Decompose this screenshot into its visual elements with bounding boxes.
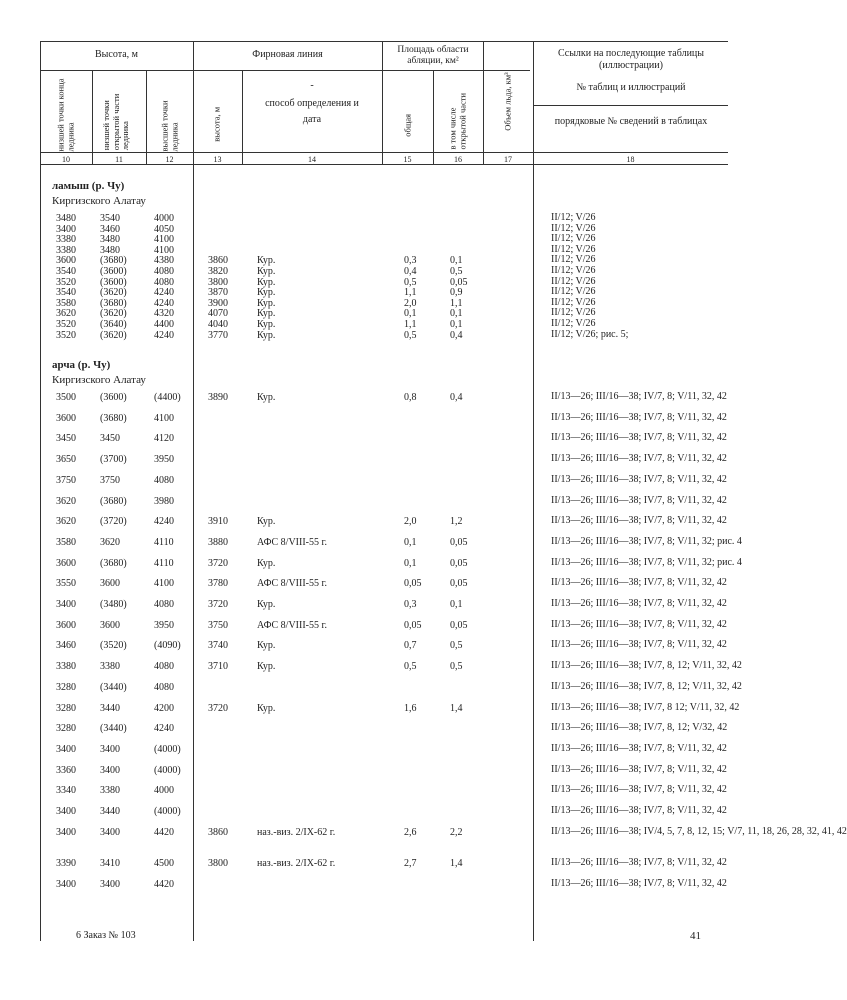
cell-firn-method: Кур. xyxy=(257,516,276,528)
col-number: 14 xyxy=(308,155,316,164)
cell-refs: II/13—26; III/16—38; IV/7, 8; V/11, 32, 42 xyxy=(551,639,727,651)
cell-low-end: 3600 xyxy=(56,557,76,569)
cell-area-open: 0,5 xyxy=(450,266,463,277)
cell-high: 4000 xyxy=(154,213,174,224)
table-top-rule xyxy=(40,41,728,42)
cell-low-open: (3700) xyxy=(100,454,127,466)
cell-area-total: 0,4 xyxy=(404,266,417,277)
cell-area-total: 0,8 xyxy=(404,392,417,403)
col-divider xyxy=(433,70,434,164)
cell-firn-method: наз.-виз. 2/IX-62 г. xyxy=(257,857,336,869)
cell-low-open: 3450 xyxy=(100,433,120,445)
cell-firn-method: Кур. xyxy=(257,661,276,673)
cell-high: 4080 xyxy=(154,599,174,610)
cell-area-open: 2,2 xyxy=(450,826,463,838)
cell-low-open: 3540 xyxy=(100,213,120,224)
cell-refs: II/13—26; III/16—38; IV/7, 8; V/11, 32, 42 xyxy=(551,577,727,589)
cell-low-open: (3440) xyxy=(100,681,127,693)
col11-header: низшей точки открытой части ледника xyxy=(100,93,130,151)
cell-refs: II/13—26; III/16—38; IV/4, 5, 7, 8, 12, 15; V/7, 11, 18, 26, 28, 32, 41, 42 xyxy=(551,825,847,837)
cell-area-total: 2,0 xyxy=(404,297,417,309)
cell-firn-height: 3720 xyxy=(208,702,228,714)
cell-refs: II/13—26; III/16—38; IV/7, 8; V/11, 32, 42 xyxy=(551,763,727,775)
cell-low-end: 3450 xyxy=(56,433,76,445)
cell-refs: II/13—26; III/16—38; IV/7, 8; V/11, 32; рис. 4 xyxy=(551,535,742,547)
cell-firn-method: Кур. xyxy=(257,319,276,330)
cell-low-end: 3520 xyxy=(56,319,76,330)
cell-low-open: 3750 xyxy=(100,474,120,486)
cell-firn-method: Кур. xyxy=(257,702,276,714)
cell-high: 4240 xyxy=(154,516,174,528)
cell-area-total: 2,6 xyxy=(404,826,417,838)
cell-high: 4000 xyxy=(154,785,174,797)
cell-firn-height: 3860 xyxy=(208,255,228,267)
cell-refs: II/13—26; III/16—38; IV/7, 8; V/11, 32, 42 xyxy=(551,453,727,465)
cell-low-open: (3620) xyxy=(100,287,127,299)
cell-low-end: 3390 xyxy=(56,857,76,869)
cell-low-end: 3520 xyxy=(56,329,76,341)
cell-area-open: 0,1 xyxy=(450,599,463,610)
cell-refs: II/12; V/26 xyxy=(551,212,596,223)
cell-low-open: 3620 xyxy=(100,536,120,548)
col-divider xyxy=(483,41,484,164)
cell-area-total: 0,1 xyxy=(404,308,417,320)
cell-area-total: 2,7 xyxy=(404,857,417,869)
cell-high: (4000) xyxy=(154,806,181,817)
cell-firn-height: 3710 xyxy=(208,661,228,673)
cell-area-open: 1,1 xyxy=(450,297,463,309)
cell-low-end: 3480 xyxy=(56,213,76,224)
cell-firn-height: 4070 xyxy=(208,308,228,320)
cell-firn-method: АФС 8/VIII-55 г. xyxy=(257,578,327,590)
cell-low-open: (3600) xyxy=(100,276,127,288)
firn-line-group-header: Фирновая линия xyxy=(252,49,323,60)
cell-area-total: 0,5 xyxy=(404,276,417,288)
col-divider xyxy=(533,41,534,941)
cell-low-end: 3620 xyxy=(56,308,76,320)
cell-low-open: (3520) xyxy=(100,640,127,652)
cell-low-open: (3720) xyxy=(100,516,127,528)
cell-firn-method: Кур. xyxy=(257,599,276,610)
cell-low-end: 3500 xyxy=(56,392,76,403)
cell-low-open: 3440 xyxy=(100,806,120,817)
cell-refs: II/12; V/26 xyxy=(551,265,596,276)
cell-low-end: 3400 xyxy=(56,806,76,817)
cell-firn-height: 3780 xyxy=(208,578,228,590)
cell-area-open: 1,4 xyxy=(450,857,463,869)
cell-low-end: 3520 xyxy=(56,276,76,288)
cell-refs: II/13—26; III/16—38; IV/7, 8; V/11, 32, 42 xyxy=(551,618,727,630)
cell-low-end: 3750 xyxy=(56,474,76,486)
cell-high: (4090) xyxy=(154,640,181,652)
ablation-area-group-header: Площадь области абляции, км² xyxy=(397,45,469,66)
cell-refs: II/12; V/26; рис. 5; xyxy=(551,328,629,340)
refs-header-rule xyxy=(533,105,728,106)
cell-firn-method: Кур. xyxy=(257,308,276,320)
table-left-rule xyxy=(40,41,41,941)
cell-low-open: (3440) xyxy=(100,723,127,735)
cell-high: (4000) xyxy=(154,743,181,755)
cell-area-total: 0,1 xyxy=(404,557,417,569)
cell-low-open: (3680) xyxy=(100,297,127,309)
cell-low-end: 3340 xyxy=(56,785,76,797)
cell-firn-height: 3860 xyxy=(208,826,228,838)
cell-area-total: 0,5 xyxy=(404,661,417,673)
cell-low-open: 3400 xyxy=(100,826,120,838)
cell-low-end: 3380 xyxy=(56,234,76,246)
cell-firn-height: 3740 xyxy=(208,640,228,652)
cell-firn-method: Кур. xyxy=(257,329,276,341)
cell-refs: II/13—26; III/16—38; IV/7, 8; V/11, 32, 42 xyxy=(551,391,727,402)
cell-low-end: 3460 xyxy=(56,640,76,652)
cell-area-open: 0,05 xyxy=(450,557,468,569)
section-subtitle: Киргизского Алатау xyxy=(52,195,146,207)
cell-refs: II/13—26; III/16—38; IV/7, 8; V/11, 32, 42 xyxy=(551,784,727,796)
cell-low-open: (3620) xyxy=(100,329,127,341)
col-divider xyxy=(92,70,93,164)
cell-low-end: 3380 xyxy=(56,661,76,673)
cell-refs: II/13—26; III/16—38; IV/7, 8; V/11, 32, 42 xyxy=(551,411,727,423)
height-group-header: Высота, м xyxy=(95,49,138,60)
cell-refs: II/12; V/26 xyxy=(551,286,596,298)
cell-high: 4110 xyxy=(154,536,174,548)
cell-high: (4000) xyxy=(154,764,181,776)
cell-area-open: 0,9 xyxy=(450,287,463,299)
col10-header: низшей точки конца ледника xyxy=(55,78,75,152)
refs-tables-header: № таблиц и иллюстраций xyxy=(576,82,686,93)
cell-low-end: 3280 xyxy=(56,702,76,714)
cell-high: 4100 xyxy=(154,412,174,424)
cell-area-open: 0,4 xyxy=(450,329,463,341)
cell-low-open: 3600 xyxy=(100,619,120,631)
cell-area-total: 1,1 xyxy=(404,287,417,299)
cell-high: 4500 xyxy=(154,857,174,869)
cell-firn-height: 3800 xyxy=(208,857,228,869)
cell-firn-method: АФС 8/VIII-55 г. xyxy=(257,619,327,631)
cell-low-open: (3680) xyxy=(100,495,127,507)
cell-low-open: 3380 xyxy=(100,785,120,797)
cell-area-open: 0,5 xyxy=(450,661,463,673)
cell-refs: II/13—26; III/16—38; IV/7, 8, 12; V/11, 32, 42 xyxy=(551,660,742,672)
cell-area-open: 0,05 xyxy=(450,536,468,548)
cell-firn-method: АФС 8/VIII-55 г. xyxy=(257,536,327,548)
cell-low-end: 3400 xyxy=(56,223,76,235)
cell-high: 4080 xyxy=(154,681,174,693)
cell-high: 4420 xyxy=(154,878,174,890)
footer-order-note: 6 Заказ № 103 xyxy=(76,930,136,941)
cell-refs: II/12; V/26 xyxy=(551,307,596,319)
col-number: 12 xyxy=(165,155,174,164)
cell-area-open: 1,2 xyxy=(450,516,463,528)
cell-refs: II/12; V/26 xyxy=(551,296,596,308)
cell-refs: II/13—26; III/16—38; IV/7, 8; V/11, 32, 42 xyxy=(551,598,727,609)
cell-high: 4420 xyxy=(154,826,174,838)
cell-high: 4320 xyxy=(154,308,174,320)
cell-firn-method: Кур. xyxy=(257,276,276,288)
col-numbers-top-rule xyxy=(40,152,728,153)
cell-low-open: 3380 xyxy=(100,661,120,673)
section-subtitle: Киргизского Алатау xyxy=(52,374,146,386)
cell-high: 4240 xyxy=(154,723,174,735)
cell-low-open: (3680) xyxy=(100,412,127,424)
cell-firn-method: Кур. xyxy=(257,266,276,277)
cell-refs: II/12; V/26 xyxy=(551,222,596,234)
cell-area-open: 0,1 xyxy=(450,308,463,320)
cell-low-end: 3620 xyxy=(56,495,76,507)
cell-high: 4110 xyxy=(154,557,174,569)
cell-high: 4240 xyxy=(154,297,174,309)
cell-firn-method: наз.-виз. 2/IX-62 г. xyxy=(257,826,336,838)
cell-area-open: 0,05 xyxy=(450,619,468,631)
cell-area-total: 2,0 xyxy=(404,516,417,528)
cell-area-total: 0,1 xyxy=(404,536,417,548)
cell-high: 4120 xyxy=(154,433,174,445)
cell-high: 4240 xyxy=(154,329,174,341)
cell-high: 4400 xyxy=(154,319,174,330)
col-divider xyxy=(146,70,147,164)
cell-refs: II/13—26; III/16—38; IV/7, 8; V/11, 32, 42 xyxy=(551,432,727,444)
cell-high: (4400) xyxy=(154,392,181,403)
cell-high: 4100 xyxy=(154,244,174,256)
col-number: 15 xyxy=(403,155,412,164)
cell-area-total: 0,05 xyxy=(404,578,422,590)
col14-dash: - xyxy=(310,80,314,91)
refs-order-header: порядковые № сведений в таблицах xyxy=(554,116,708,127)
cell-low-end: 3620 xyxy=(56,516,76,528)
cell-refs: II/13—26; III/16—38; IV/7, 8; V/11, 32, 42 xyxy=(551,877,727,889)
cell-low-end: 3280 xyxy=(56,723,76,735)
cell-area-open: 0,05 xyxy=(450,578,468,590)
col15-header: общая xyxy=(402,113,413,137)
cell-low-end: 3400 xyxy=(56,826,76,838)
cell-low-end: 3380 xyxy=(56,244,76,256)
cell-refs: II/13—26; III/16—38; IV/7, 8; V/11, 32; рис. 4 xyxy=(551,556,742,568)
cell-low-open: 3440 xyxy=(100,702,120,714)
cell-refs: II/12; V/26 xyxy=(551,254,596,266)
cell-refs: II/12; V/26 xyxy=(551,233,596,245)
cell-low-end: 3650 xyxy=(56,454,76,466)
cell-low-end: 3400 xyxy=(56,878,76,890)
col13-header: высота, м xyxy=(211,106,222,142)
page-number: 41 xyxy=(690,930,701,942)
col-divider xyxy=(193,41,194,941)
cell-low-end: 3600 xyxy=(56,412,76,424)
refs-group-header: Ссылки на последующие таблицы (иллюстрации) xyxy=(557,48,704,71)
cell-low-open: (3480) xyxy=(100,599,127,610)
cell-low-open: (3620) xyxy=(100,308,127,320)
cell-low-end: 3280 xyxy=(56,681,76,693)
col-divider xyxy=(382,41,383,164)
cell-refs: II/13—26; III/16—38; IV/7, 8; V/11, 32, 42 xyxy=(551,515,727,527)
cell-refs: II/13—26; III/16—38; IV/7, 8; V/11, 32, 42 xyxy=(551,856,727,868)
cell-high: 4200 xyxy=(154,702,174,714)
cell-area-open: 0,1 xyxy=(450,319,463,330)
cell-firn-height: 4040 xyxy=(208,319,228,330)
cell-low-end: 3540 xyxy=(56,266,76,277)
cell-firn-method: Кур. xyxy=(257,297,276,309)
cell-firn-height: 3870 xyxy=(208,287,228,299)
cell-refs: II/13—26; III/16—38; IV/7, 8, 12; V/32, 42 xyxy=(551,722,728,734)
cell-firn-height: 3890 xyxy=(208,392,228,403)
cell-firn-height: 3900 xyxy=(208,297,228,309)
cell-low-end: 3600 xyxy=(56,255,76,267)
col-number: 11 xyxy=(115,155,123,164)
cell-high: 4100 xyxy=(154,578,174,590)
cell-low-open: (3600) xyxy=(100,266,127,277)
cell-high: 3980 xyxy=(154,495,174,507)
cell-area-total: 1,6 xyxy=(404,702,417,714)
cell-low-end: 3550 xyxy=(56,578,76,590)
cell-area-total: 1,1 xyxy=(404,319,417,330)
cell-refs: II/12; V/26 xyxy=(551,243,596,255)
section-title: арча (р. Чу) xyxy=(52,359,111,371)
volume-header: Объем льда, км³ xyxy=(502,72,513,131)
col12-header: высшей точки ледника xyxy=(159,100,179,152)
cell-firn-height: 3770 xyxy=(208,329,228,341)
col-number: 18 xyxy=(626,155,635,164)
cell-low-open: (3680) xyxy=(100,255,127,267)
cell-refs: II/12; V/26 xyxy=(551,318,596,329)
cell-low-open: (3600) xyxy=(100,392,127,403)
cell-low-end: 3600 xyxy=(56,619,76,631)
cell-high: 4380 xyxy=(154,255,174,267)
col-numbers-bottom-rule xyxy=(40,164,728,165)
cell-high: 3950 xyxy=(154,619,174,631)
cell-low-open: 3400 xyxy=(100,878,120,890)
cell-low-end: 3400 xyxy=(56,599,76,610)
col-number: 10 xyxy=(62,155,70,164)
section-title: ламыш (р. Чу) xyxy=(52,180,125,192)
cell-firn-height: 3910 xyxy=(208,516,228,528)
cell-low-open: (3680) xyxy=(100,557,127,569)
cell-area-open: 1,4 xyxy=(450,702,463,714)
cell-high: 4240 xyxy=(154,287,174,299)
cell-area-total: 0,3 xyxy=(404,599,417,610)
col-number: 13 xyxy=(213,155,222,164)
cell-low-end: 3580 xyxy=(56,536,76,548)
col16-header: в том числе открытой части xyxy=(447,92,467,150)
cell-area-open: 0,05 xyxy=(450,276,468,288)
cell-low-end: 3540 xyxy=(56,287,76,299)
cell-firn-height: 3720 xyxy=(208,557,228,569)
cell-low-open: (3640) xyxy=(100,319,127,330)
cell-area-total: 0,05 xyxy=(404,619,422,631)
cell-refs: II/13—26; III/16—38; IV/7, 8; V/11, 32, 42 xyxy=(551,494,727,506)
cell-firn-method: Кур. xyxy=(257,392,276,403)
cell-low-open: 3410 xyxy=(100,857,120,869)
cell-firn-method: Кур. xyxy=(257,557,276,569)
cell-firn-height: 3750 xyxy=(208,619,228,631)
cell-low-open: 3460 xyxy=(100,223,120,235)
cell-firn-method: Кур. xyxy=(257,640,276,652)
cell-area-total: 0,3 xyxy=(404,255,417,267)
cell-high: 4080 xyxy=(154,661,174,673)
col-number: 16 xyxy=(454,155,462,164)
cell-low-open: 3480 xyxy=(100,244,120,256)
cell-high: 4080 xyxy=(154,474,174,486)
cell-firn-height: 3800 xyxy=(208,276,228,288)
cell-firn-height: 3880 xyxy=(208,536,228,548)
cell-low-end: 3580 xyxy=(56,297,76,309)
cell-refs: II/13—26; III/16—38; IV/7, 8; V/11, 32, 42 xyxy=(551,742,727,754)
cell-low-end: 3400 xyxy=(56,743,76,755)
cell-firn-method: Кур. xyxy=(257,287,276,299)
cell-firn-height: 3720 xyxy=(208,599,228,610)
cell-high: 4080 xyxy=(154,276,174,288)
col-number: 17 xyxy=(504,155,512,164)
cell-refs: II/13—26; III/16—38; IV/7, 8 12; V/11, 32, 42 xyxy=(551,701,740,713)
cell-area-open: 0,4 xyxy=(450,392,463,403)
cell-high: 3950 xyxy=(154,454,174,466)
cell-refs: II/12; V/26 xyxy=(551,275,596,287)
cell-area-total: 0,7 xyxy=(404,640,417,652)
cell-low-open: 3600 xyxy=(100,578,120,590)
cell-high: 4100 xyxy=(154,234,174,246)
cell-low-end: 3360 xyxy=(56,764,76,776)
cell-firn-method: Кур. xyxy=(257,255,276,267)
cell-area-total: 0,5 xyxy=(404,329,417,341)
cell-area-open: 0,1 xyxy=(450,255,463,267)
cell-high: 4080 xyxy=(154,266,174,277)
cell-low-open: 3400 xyxy=(100,764,120,776)
cell-refs: II/13—26; III/16—38; IV/7, 8; V/11, 32, 42 xyxy=(551,473,727,485)
cell-high: 4050 xyxy=(154,223,174,235)
cell-area-open: 0,5 xyxy=(450,640,463,652)
cell-refs: II/13—26; III/16—38; IV/7, 8; V/11, 32, 42 xyxy=(551,805,727,816)
cell-low-open: 3480 xyxy=(100,234,120,246)
cell-refs: II/13—26; III/16—38; IV/7, 8, 12; V/11, 32, 42 xyxy=(551,680,742,692)
cell-low-open: 3400 xyxy=(100,743,120,755)
cell-firn-height: 3820 xyxy=(208,266,228,277)
col14-header: способ определения и дата xyxy=(265,98,359,125)
